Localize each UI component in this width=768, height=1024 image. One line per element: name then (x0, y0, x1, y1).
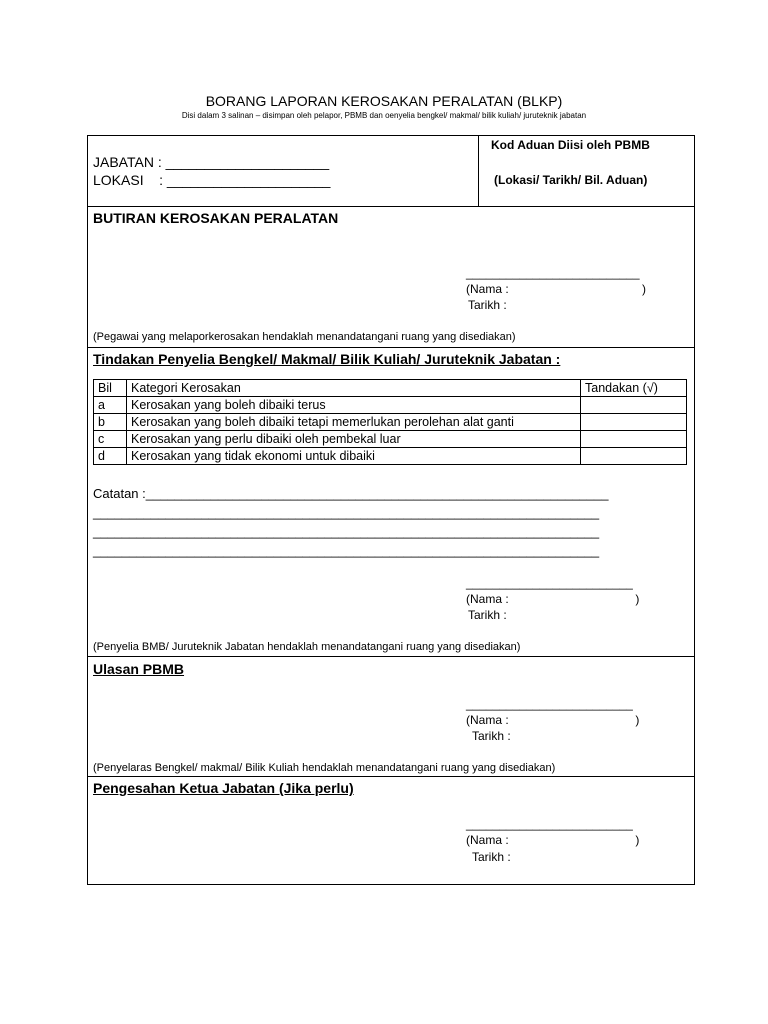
ulasan-signature-line[interactable]: _________________________ (466, 697, 633, 711)
ulasan-nama-field[interactable]: (Nama : ) (466, 713, 640, 727)
tindakan-signature-line[interactable]: _________________________ (466, 576, 633, 590)
form-title: BORANG LAPORAN KEROSAKAN PERALATAN (BLKP) (205, 93, 563, 109)
row-bil: b (94, 414, 127, 431)
tindakan-nama-field[interactable]: (Nama : ) (466, 592, 640, 606)
butiran-nama-field[interactable]: (Nama : ) (466, 282, 647, 296)
table-row (94, 397, 687, 414)
kod-aduan-detail: (Lokasi/ Tarikh/ Bil. Aduan) (494, 173, 648, 187)
form-subtitle: Disi dalam 3 salinan – disimpan oleh pelapor, PBMB dan oenyelia bengkel/ makmal/ bilik kuliah/ juruteknik jabatan (181, 111, 587, 120)
pengesahan-tarikh-field[interactable]: Tarikh : (472, 850, 511, 864)
divider-ulasan (87, 776, 695, 777)
table-header-row (94, 380, 687, 397)
catatan-line[interactable]: ______________________________________________________________________ (93, 505, 600, 520)
butiran-tarikh-field[interactable]: Tarikh : (468, 298, 507, 312)
header-kategori: Kategori Kerosakan (127, 380, 581, 397)
tindakan-tarikh-field[interactable]: Tarikh : (468, 608, 507, 622)
butiran-note: (Pegawai yang melaporkerosakan hendaklah menandatangani ruang yang disediakan) (93, 331, 516, 343)
header-bil: Bil (94, 380, 127, 397)
pengesahan-heading: Pengesahan Ketua Jabatan (Jika perlu) (93, 780, 354, 796)
kategori-table (93, 379, 687, 465)
jabatan-field[interactable]: JABATAN : _____________________ (93, 154, 330, 170)
divider-tindakan (87, 656, 695, 657)
tandakan-cell[interactable] (581, 397, 687, 414)
pengesahan-signature-line[interactable]: _________________________ (466, 817, 633, 831)
catatan-line[interactable]: ______________________________________________________________________ (93, 543, 600, 558)
divider-top-section (87, 206, 695, 207)
kod-aduan-label: Kod Aduan Diisi oleh PBMB (491, 138, 650, 152)
row-kategori: Kerosakan yang tidak ekonomi untuk dibaiki (127, 448, 581, 465)
divider-kod-aduan (478, 135, 479, 207)
tindakan-note: (Penyelia BMB/ Juruteknik Jabatan hendaklah menandatangani ruang yang disediakan) (93, 641, 521, 653)
table-row (94, 431, 687, 448)
butiran-signature-line[interactable]: __________________________ (466, 266, 640, 280)
row-kategori: Kerosakan yang boleh dibaiki tetapi memerlukan perolehan alat ganti (127, 414, 581, 431)
tandakan-cell[interactable] (581, 414, 687, 431)
tandakan-cell[interactable] (581, 448, 687, 465)
ulasan-note: (Penyelaras Bengkel/ makmal/ Bilik Kuliah hendaklah menandatangani ruang yang disediakan) (93, 762, 556, 774)
tandakan-cell[interactable] (581, 431, 687, 448)
catatan-line[interactable]: ______________________________________________________________________ (93, 524, 600, 539)
lokasi-field[interactable]: LOKASI : _____________________ (93, 172, 331, 188)
row-kategori: Kerosakan yang boleh dibaiki terus (127, 397, 581, 414)
table-row (94, 448, 687, 465)
table-row (94, 414, 687, 431)
row-bil: d (94, 448, 127, 465)
divider-butiran (87, 347, 695, 348)
tindakan-heading: Tindakan Penyelia Bengkel/ Makmal/ Bilik Kuliah/ Juruteknik Jabatan : (93, 351, 561, 367)
row-bil: a (94, 397, 127, 414)
catatan-field[interactable]: Catatan :________________________________________________________________ (93, 486, 609, 501)
ulasan-heading: Ulasan PBMB (93, 661, 185, 677)
header-tandakan: Tandakan (√) (581, 380, 687, 397)
row-kategori: Kerosakan yang perlu dibaiki oleh pembekal luar (127, 431, 581, 448)
row-bil: c (94, 431, 127, 448)
butiran-heading: BUTIRAN KEROSAKAN PERALATAN (93, 210, 339, 226)
ulasan-tarikh-field[interactable]: Tarikh : (472, 729, 511, 743)
pengesahan-nama-field[interactable]: (Nama : ) (466, 833, 640, 847)
